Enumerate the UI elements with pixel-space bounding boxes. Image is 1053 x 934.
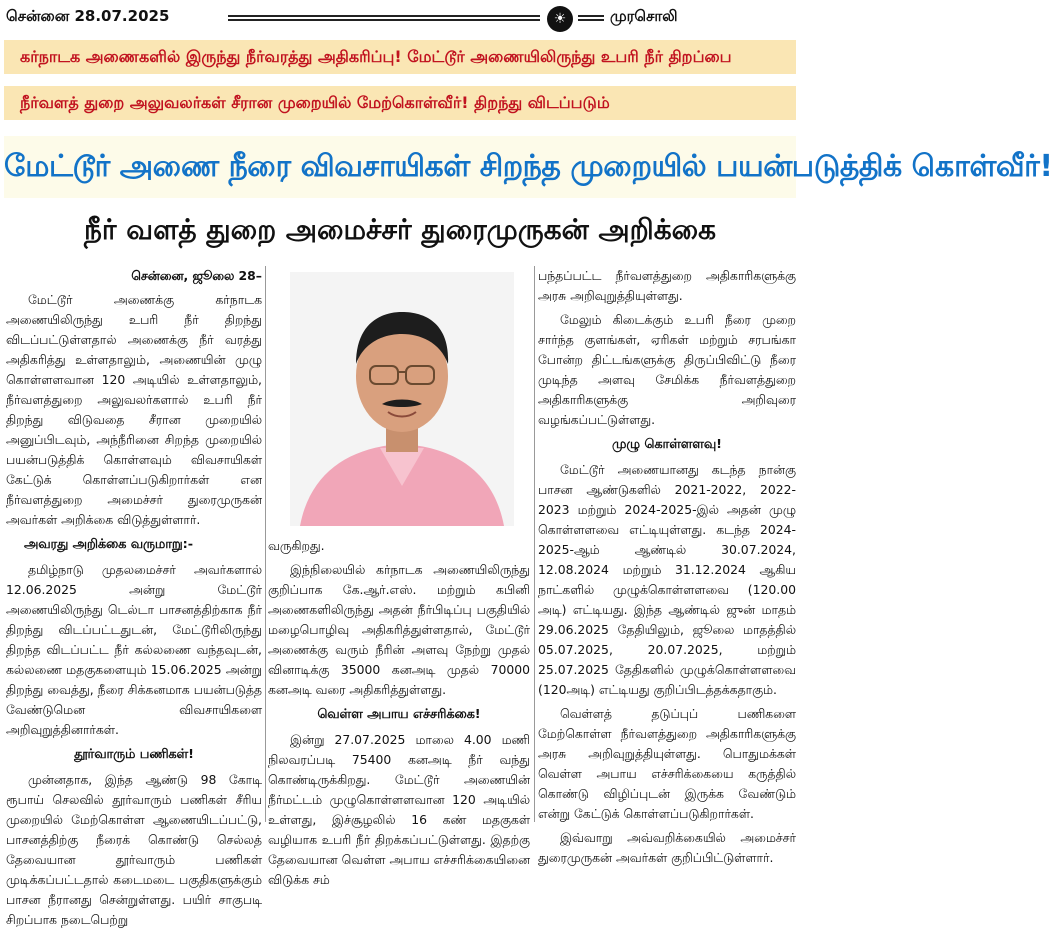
kicker-line-2-text: நீர்வளத் துறை அலுவலர்கள் சீரான முறையில் மேற்கொள்வீர்! திறந்து விடப்படும் <box>20 93 610 112</box>
portrait-illustration <box>290 272 514 526</box>
subheadline: நீர் வளத் துறை அமைச்சர் துரைமுருகன் அறிக்கை <box>83 213 717 246</box>
col3-paragraph-5: இவ்வாறு அவ்வறிக்கையில் அமைச்சர் துரைமுருகன் அவர்கள் குறிப்பிட்டுள்ளார். <box>538 830 796 865</box>
masthead <box>6 6 794 32</box>
col2-paragraph-3: இன்று 27.07.2025 மாலை 4.00 மணி நிலவரப்படி 75400 கனஅடி நீர் வந்து கொண்டிருக்கிறது. மேட்டூர் அணையின் நீர்மட்டம் முழுகொள்ளளவான 120 அடியில் உள்ளது, இச்சூழலில் 16 கண் மதகுகள் வழியாக உபரி நீர் திறக்கப்பட்டுள்ளது. இதற்கு தேவையான வெள்ள அபாய எச்சரிக்கையினை விடுக்க சம் <box>268 732 530 887</box>
col1-heading-2: தூர்வாரும் பணிகள்! <box>74 747 194 762</box>
masthead-rule <box>228 15 540 21</box>
kicker-line-1 <box>4 40 796 74</box>
column-divider-2 <box>534 266 535 822</box>
kicker-line-2 <box>4 86 796 120</box>
col1-paragraph-1: மேட்டூர் அணைக்கு கர்நாடக அணையிலிருந்து உபரி நீர் திறந்து விடப்பட்டுள்ளதால் அணைக்கு நீர் வரத்து அதிகரித்து உள்ளதாலும், அணையின் முழு கொள்ளளவான 120 அடியில் உள்ளதாலும், நீர்வளத்துறை அலுவலர்களால் உபரி நீர் திறந்து விடுவதை சீரான முறையில் அனுப்பிடவும், அந்நீரினை சிறந்த முறையில் பயன்படுத்திக் கொள்ளவும் விவசாயிகள் கேட்டுக் கொள்ளப்படுகிறார்கள் என நீர்வளத்துறை அமைச்சர் துரைமுருகன் அவர்கள் அறிக்கை விடுத்துள்ளார். <box>6 292 262 527</box>
col2-paragraph-1: வருகிறது. <box>268 538 325 553</box>
article-column-1 <box>6 266 262 934</box>
newspaper-name: முரசொலி <box>610 7 678 25</box>
kicker-line-1-text: கர்நாடக அணைகளில் இருந்து நீர்வரத்து அதிகரிப்பு! மேட்டூர் அணையிலிருந்து உபரி நீர் திறப்பை <box>20 47 732 66</box>
col3-heading-1: முழு கொள்ளளவு! <box>612 437 722 452</box>
col3-paragraph-2: மேலும் கிடைக்கும் உபரி நீரை முறை சார்ந்த குளங்கள், ஏரிகள் மற்றும் சரபங்கா போன்ற திட்டங்களுக்கு திருப்பிவிட்டு நீரை முடிந்த அளவு சேமிக்க நீர்வளத்துறை அதிகாரிகளுக்கு அறிவுரை வழங்கப்பட்டுள்ளது. <box>538 312 796 427</box>
col1-paragraph-2: தமிழ்நாடு முதலமைச்சர் அவர்களால் 12.06.2025 அன்று மேட்டூர் அணையிலிருந்து டெல்டா பாசனத்திற்காக நீர் திறந்து விடப்பட்டதுடன், மேட்டூரிலிருந்து திறந்த விடப்பட்ட நீர் கல்லணை வந்தவுடன், கல்லணை மதகுகளையும் 15.06.2025 அன்று திறந்து வைத்து, நீரை சிக்கனமாக பயன்படுத்த வேண்டுமென விவசாயிகளை அறிவுறுத்தினார்கள். <box>6 562 262 737</box>
article-dateline: சென்னை, ஜூலை 28– <box>131 268 262 283</box>
col3-paragraph-4: வெள்ளத் தடுப்புப் பணிகளை மேற்கொள்ள நீர்வளத்துறை அதிகாரிகளுக்கு அரசு அறிவுறுத்தியுள்ளது. பொதுமக்கள் வெள்ள அபாய எச்சரிக்கையை கருத்தில் கொண்டு விழிப்புடன் இருக்க வேண்டும் என்று கேட்டுக் கொள்ளப்படுகிறார்கள். <box>538 706 796 821</box>
masthead-date: சென்னை 28.07.2025 <box>6 7 170 25</box>
col1-paragraph-3: முன்னதாக, இந்த ஆண்டு 98 கோடி ரூபாய் செலவில் தூர்வாரும் பணிகள் சீரிய முறையில் மேற்கொள்ள ஆணையிடப்பட்டு, பாசனத்திற்கு நீரைக் கொண்டு செல்லத் தேவையான தூர்வாரும் பணிகள் முடிக்கப்பட்டதால் கடைமடை பகுதிகளுக்கும் பாசன நீரானது சென்றுள்ளது. பயிர் சாகுபடி சிறப்பாக நடைபெற்று <box>6 772 262 927</box>
col3-paragraph-3: மேட்டூர் அணையானது கடந்த நான்கு பாசன ஆண்டுகளில் 2021-2022, 2022-2023 மற்றும் 2024-2025-இல் அதன் முழு கொள்ளளவை எட்டியுள்ளது. கடந்த 2024-2025-ஆம் ஆண்டில் 30.07.2024, 12.08.2024 மற்றும் 31.12.2024 ஆகிய நாட்களில் முழுக்கொள்ளளவை (120.00 அடி) எட்டியது. இந்த ஆண்டில் ஜுன் மாதம் 29.06.2025 தேதியிலும், ஜூலை மாதத்தில் 05.07.2025, 20.07.2025, மற்றும் 25.07.2025 தேதிகளில் முழுக்கொள்ளளவை (120அடி) எட்டியது குறிப்பிடத்தக்கதாகும். <box>538 462 796 697</box>
newspaper-logo-icon: ☀ <box>547 6 573 32</box>
article-column-2 <box>268 536 530 894</box>
col3-paragraph-1: பந்தப்பட்ட நீர்வளத்துறை அதிகாரிகளுக்கு அரசு அறிவுறுத்தியுள்ளது. <box>538 268 796 303</box>
headline: மேட்டூர் அணை நீரை விவசாயிகள் சிறந்த முறையில் பயன்படுத்திக் கொள்வீர்! <box>4 136 796 198</box>
col2-paragraph-2: இந்நிலையில் கர்நாடக அணையிலிருந்து குறிப்பாக கே.ஆர்.எஸ். மற்றும் கபினி அணைகளிலிருந்து அதன் நீர்பிடிப்பு பகுதியில் மழைபொழிவு அதிகரித்துள்ளதால், மேட்டூர் அணைக்கு வரும் நீரின் அளவு நேற்று முதல் வினாடிக்கு 35000 கனஅடி முதல் 70000 கனஅடி வரை அதிகரித்துள்ளது. <box>268 562 530 697</box>
article-column-3 <box>538 266 796 872</box>
col1-heading-1: அவரது அறிக்கை வருமாறு:- <box>24 537 194 552</box>
col2-heading-1: வெள்ள அபாய எச்சரிக்கை! <box>317 707 481 722</box>
column-divider-1 <box>265 266 266 822</box>
minister-photo <box>290 272 514 526</box>
masthead-rule-short <box>578 15 604 21</box>
